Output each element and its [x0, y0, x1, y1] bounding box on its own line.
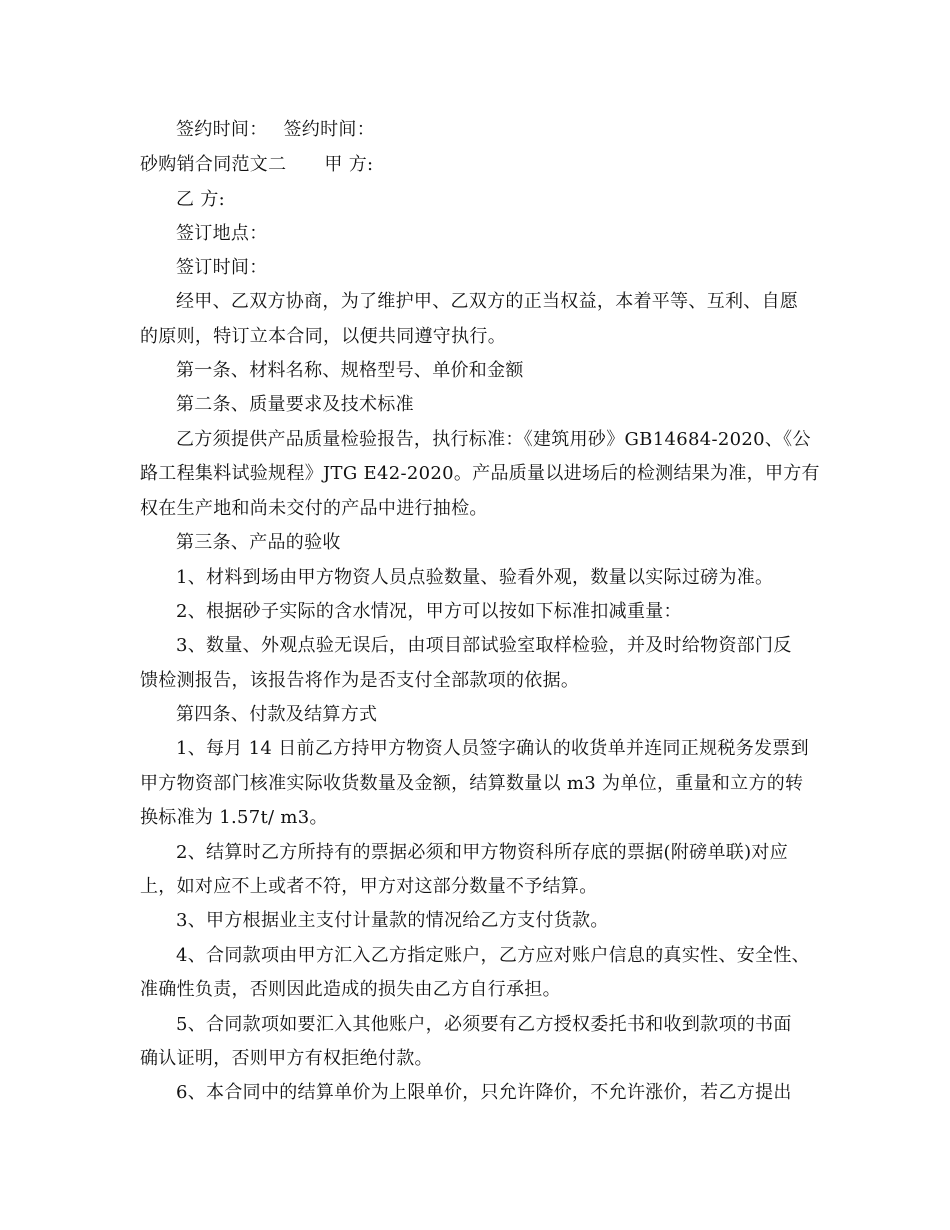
article-4-item-1-line-2: 甲方物资部门核准实际收货数量及金额，结算数量以 m3 为单位，重量和立方的转 [140, 773, 804, 794]
article-1-heading: 第一条、材料名称、规格型号、单价和金额 [176, 360, 524, 381]
signing-time-line [176, 118, 375, 142]
party-b-label: 乙 方: [176, 189, 225, 210]
article-4-item-3: 3、甲方根据业主支付计量款的情况给乙方支付货款。 [176, 910, 609, 931]
contract-title: 砂购销合同范文二 [140, 154, 287, 175]
article-3-item-2: 2、根据砂子实际的含水情况，甲方可以按如下标准扣减重量： [176, 601, 682, 622]
intro-paragraph-line-1: 经甲、乙双方协商，为了维护甲、乙双方的正当权益，本着平等、互利、自愿 [176, 291, 799, 312]
article-4-item-5-line-1: 5、合同款项如要汇入其他账户，必须要有乙方授权委托书和收到款项的书面 [176, 1014, 792, 1035]
article-3-item-3-line-2: 馈检测报告，该报告将作为是否支付全部款项的依据。 [140, 670, 580, 691]
article-3-heading: 第三条、产品的验收 [176, 532, 341, 553]
article-4-item-4-line-2: 准确性负责，否则因此造成的损失由乙方自行承担。 [140, 979, 561, 1000]
party-a-label: 甲 方: [324, 154, 374, 175]
article-2-paragraph-line-3: 权在生产地和尚未交付的产品中进行抽检。 [140, 498, 488, 519]
article-3-item-3-line-1: 3、数量、外观点验无误后，由项目部试验室取样检验，并及时给物资部门反 [176, 635, 792, 656]
article-2-paragraph-line-1: 乙方须提供产品质量检验报告，执行标准：《建筑用砂》GB14684-2020、《公 [176, 429, 811, 450]
article-2-heading: 第二条、质量要求及技术标准 [176, 394, 414, 415]
sign-time-label: 签订时间： [176, 257, 268, 278]
article-4-item-5-line-2: 确认证明，否则甲方有权拒绝付款。 [140, 1048, 433, 1069]
article-4-item-4-line-1: 4、合同款项由甲方汇入乙方指定账户，乙方应对账户信息的真实性、安全性、 [176, 945, 810, 966]
article-4-item-2-line-2: 上，如对应不上或者不符，甲方对这部分数量不予结算。 [140, 876, 598, 897]
article-4-item-1-line-3: 换标准为 1.57t/ m3。 [140, 807, 328, 828]
article-4-heading: 第四条、付款及结算方式 [176, 704, 378, 725]
article-4-item-6: 6、本合同中的结算单价为上限单价，只允许降价，不允许涨价，若乙方提出 [176, 1082, 792, 1103]
signing-time-label-2: 签约时间： [283, 119, 375, 140]
intro-paragraph-line-2: 的原则，特订立本合同，以便共同遵守执行。 [140, 326, 506, 347]
signing-time-label-1: 签约时间： [176, 119, 268, 140]
sign-place-label: 签订地点： [176, 223, 268, 244]
article-4-item-2-line-1: 2、结算时乙方所持有的票据必须和甲方物资科所存底的票据(附磅单联)对应 [176, 842, 788, 863]
contract-title-line [140, 153, 373, 177]
article-4-item-1-line-1: 1、每月 14 日前乙方持甲方物资人员签字确认的收货单并连同正规税务发票到 [176, 738, 809, 759]
article-3-item-1: 1、材料到场由甲方物资人员点验数量、验看外观，数量以实际过磅为准。 [176, 567, 774, 588]
article-2-paragraph-line-2: 路工程集料试验规程》JTG E42-2020。产品质量以进场后的检测结果为准，甲方有 [140, 463, 820, 484]
